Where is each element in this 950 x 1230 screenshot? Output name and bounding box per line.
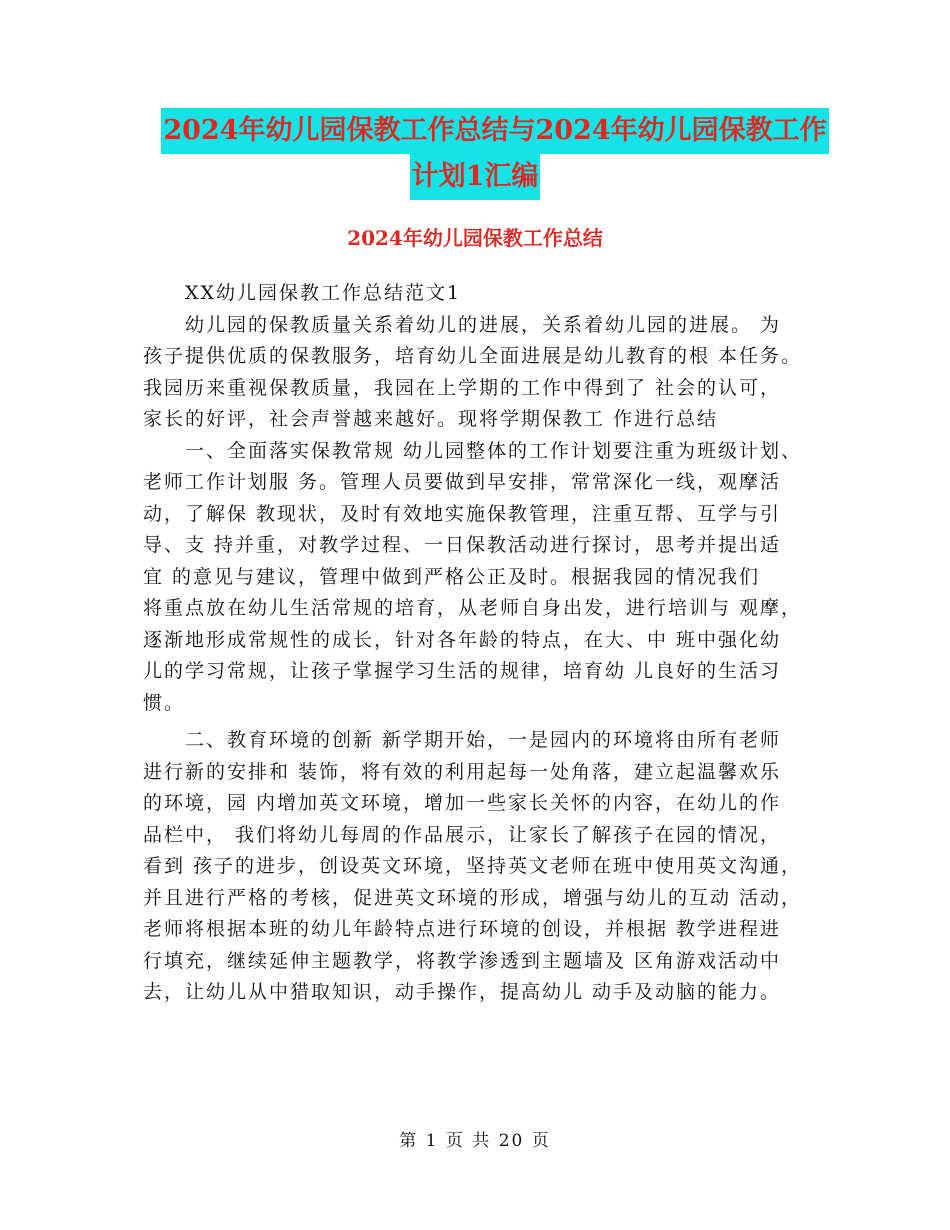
- paragraph-line: 的环境，园 内增加英文环境，增加一些家长关怀的内容，在幼儿的作: [143, 792, 782, 814]
- paragraph-line: 幼儿园的保教质量关系着幼儿的进展，关系着幼儿园的进展。 为: [185, 313, 782, 336]
- paragraph-line: 我园历来重视保教质量，我园在上学期的工作中得到了 社会的认可，: [143, 376, 782, 399]
- paragraph-line: 家长的好评，社会声誉越来越好。现将学期保教工 作进行总结: [143, 408, 719, 430]
- paragraph-line: 二、教育环境的创新 新学期开始，一是园内的环境将由所有老师: [185, 729, 782, 751]
- title-line-2: 计划1汇编: [410, 154, 541, 200]
- paragraph-line: 孩子提供优质的保教服务，培育幼儿全面进展是幼儿教育的根 本任务。: [143, 345, 803, 367]
- paragraph-line: 动，了解保 教现状，及时有效地实施保教管理，注重互帮、互学与引: [143, 502, 782, 525]
- paragraph-line: 看到 孩子的进步，创设英文环境，坚持英文老师在班中使用英文沟通，: [143, 855, 803, 877]
- document-title: [0, 108, 950, 200]
- paragraph-line: 老师将根据本班的幼儿年龄特点进行环境的创设，并根据 教学进程进: [143, 918, 782, 940]
- paragraph-line: 老师工作计划服 务。管理人员要做到早安排，常常深化一线，观摩活: [143, 471, 782, 493]
- paragraph-line: 一、全面落实保教常规 幼儿园整体的工作计划要注重为班级计划、: [185, 439, 803, 462]
- paragraph-line: 宜 的意见与建议，管理中做到严格公正及时。根据我园的情况我们: [143, 565, 761, 588]
- section-title: 2024年幼儿园保教工作总结: [347, 226, 603, 250]
- paragraph-line: 将重点放在幼儿生活常规的培育，从老师自身出发，进行培训与 观摩，: [143, 597, 803, 619]
- body-text: [143, 278, 813, 1009]
- paragraph-line: 并且进行严格的考核，促进英文环境的形成，增强与幼儿的互动 活动，: [143, 886, 803, 909]
- title-line-1: 2024年幼儿园保教工作总结与2024年幼儿园保教工作: [161, 108, 828, 154]
- paragraph-line: XX幼儿园保教工作总结范文1: [185, 282, 462, 304]
- paragraph-line: 导、支 持并重，对教学过程、一日保教活动进行探讨，思考并提出适: [143, 534, 782, 556]
- paragraph-line: 行填充，继续延伸主题教学，将教学渗透到主题墙及 区角游戏活动中: [143, 949, 782, 972]
- page-footer: 第 1 页 共 20 页: [399, 1131, 551, 1151]
- paragraph-line: 进行新的安排和 装饰，将有效的利用起每一处角落，建立起温馨欢乐: [143, 760, 782, 783]
- paragraph-line: 去，让幼儿从中猎取知识，动手操作，提高幼儿 动手及动脑的能力。: [143, 981, 782, 1003]
- paragraph-line: 儿的学习常规，让孩子掌握学习生活的规律，培育幼 儿良好的生活习: [143, 660, 782, 682]
- paragraph-line: 品栏中， 我们将幼儿每周的作品展示，让家长了解孩子在园的情况，: [143, 823, 782, 846]
- paragraph-line: 惯。: [143, 691, 186, 714]
- paragraph-line: 逐渐地形成常规性的成长，针对各年龄的特点，在大、中 班中强化幼: [143, 628, 782, 651]
